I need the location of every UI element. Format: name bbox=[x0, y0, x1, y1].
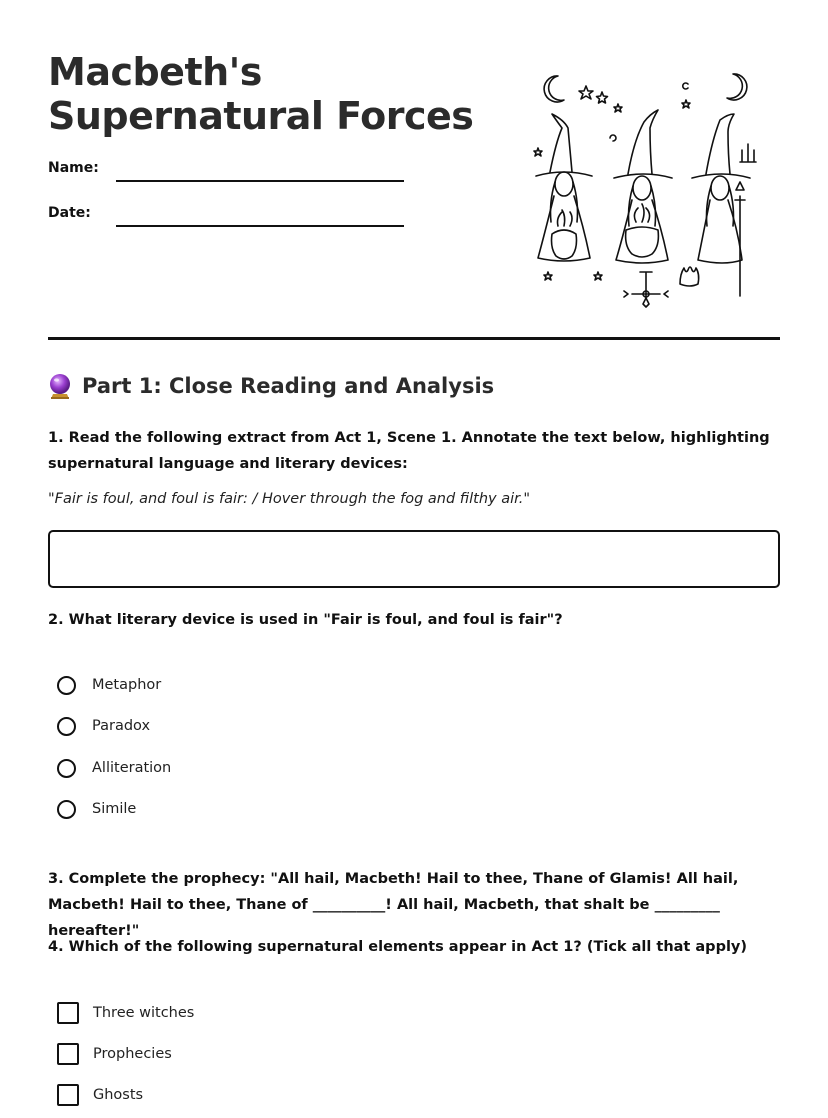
question-2: 2. What literary device is used in "Fair is foul, and foul is fair"? bbox=[48, 612, 563, 628]
option-label: Simile bbox=[92, 801, 137, 817]
option-label: Three witches bbox=[93, 1005, 195, 1021]
q2-option-metaphor[interactable] bbox=[57, 673, 161, 697]
section-divider bbox=[48, 337, 780, 340]
checkbox[interactable] bbox=[57, 1002, 79, 1024]
name-label: Name: bbox=[48, 160, 99, 176]
option-label: Ghosts bbox=[93, 1087, 144, 1103]
part1-heading-text: Part 1: Close Reading and Analysis bbox=[82, 374, 495, 398]
radio-button[interactable] bbox=[57, 676, 76, 695]
q2-option-alliteration[interactable] bbox=[57, 756, 171, 780]
checkbox[interactable] bbox=[57, 1084, 79, 1106]
date-label: Date: bbox=[48, 205, 91, 221]
q1-extract: "Fair is foul, and foul is fair: / Hover through the fog and filthy air." bbox=[48, 491, 531, 507]
option-label: Alliteration bbox=[92, 760, 172, 776]
checkbox[interactable] bbox=[57, 1043, 79, 1065]
radio-button[interactable] bbox=[57, 717, 76, 736]
question-3: 3. Complete the prophecy: "All hail, Macbeth! Hail to thee, Thane of Glamis! All hail, Macbeth! Hail to thee, Thane of __________! All hail, Macbeth, that shalt be _________ hereafter!" bbox=[48, 871, 739, 939]
part1-heading bbox=[48, 372, 494, 400]
crystal-ball-icon bbox=[48, 372, 72, 400]
q4-option-ghosts[interactable] bbox=[57, 1083, 143, 1107]
date-field[interactable] bbox=[116, 225, 404, 227]
option-label: Paradox bbox=[92, 718, 151, 734]
q1-annotation-input[interactable] bbox=[48, 530, 780, 588]
question-4: 4. Which of the following supernatural elements appear in Act 1? (Tick all that apply) bbox=[48, 939, 747, 955]
page-title: Macbeth's Supernatural Forces bbox=[48, 50, 474, 138]
q2-option-simile[interactable] bbox=[57, 797, 136, 821]
q2-option-paradox[interactable] bbox=[57, 714, 150, 738]
option-label: Metaphor bbox=[92, 677, 162, 693]
name-field[interactable] bbox=[116, 180, 404, 182]
radio-button[interactable] bbox=[57, 759, 76, 778]
radio-button[interactable] bbox=[57, 800, 76, 819]
q4-option-prophecies[interactable] bbox=[57, 1042, 172, 1066]
three-witches-illustration bbox=[528, 66, 768, 312]
question-1: 1. Read the following extract from Act 1, Scene 1. Annotate the text below, highlighting supernatural language and literary devices: bbox=[48, 430, 770, 472]
option-label: Prophecies bbox=[93, 1046, 172, 1062]
q4-option-three-witches[interactable] bbox=[57, 1001, 194, 1025]
